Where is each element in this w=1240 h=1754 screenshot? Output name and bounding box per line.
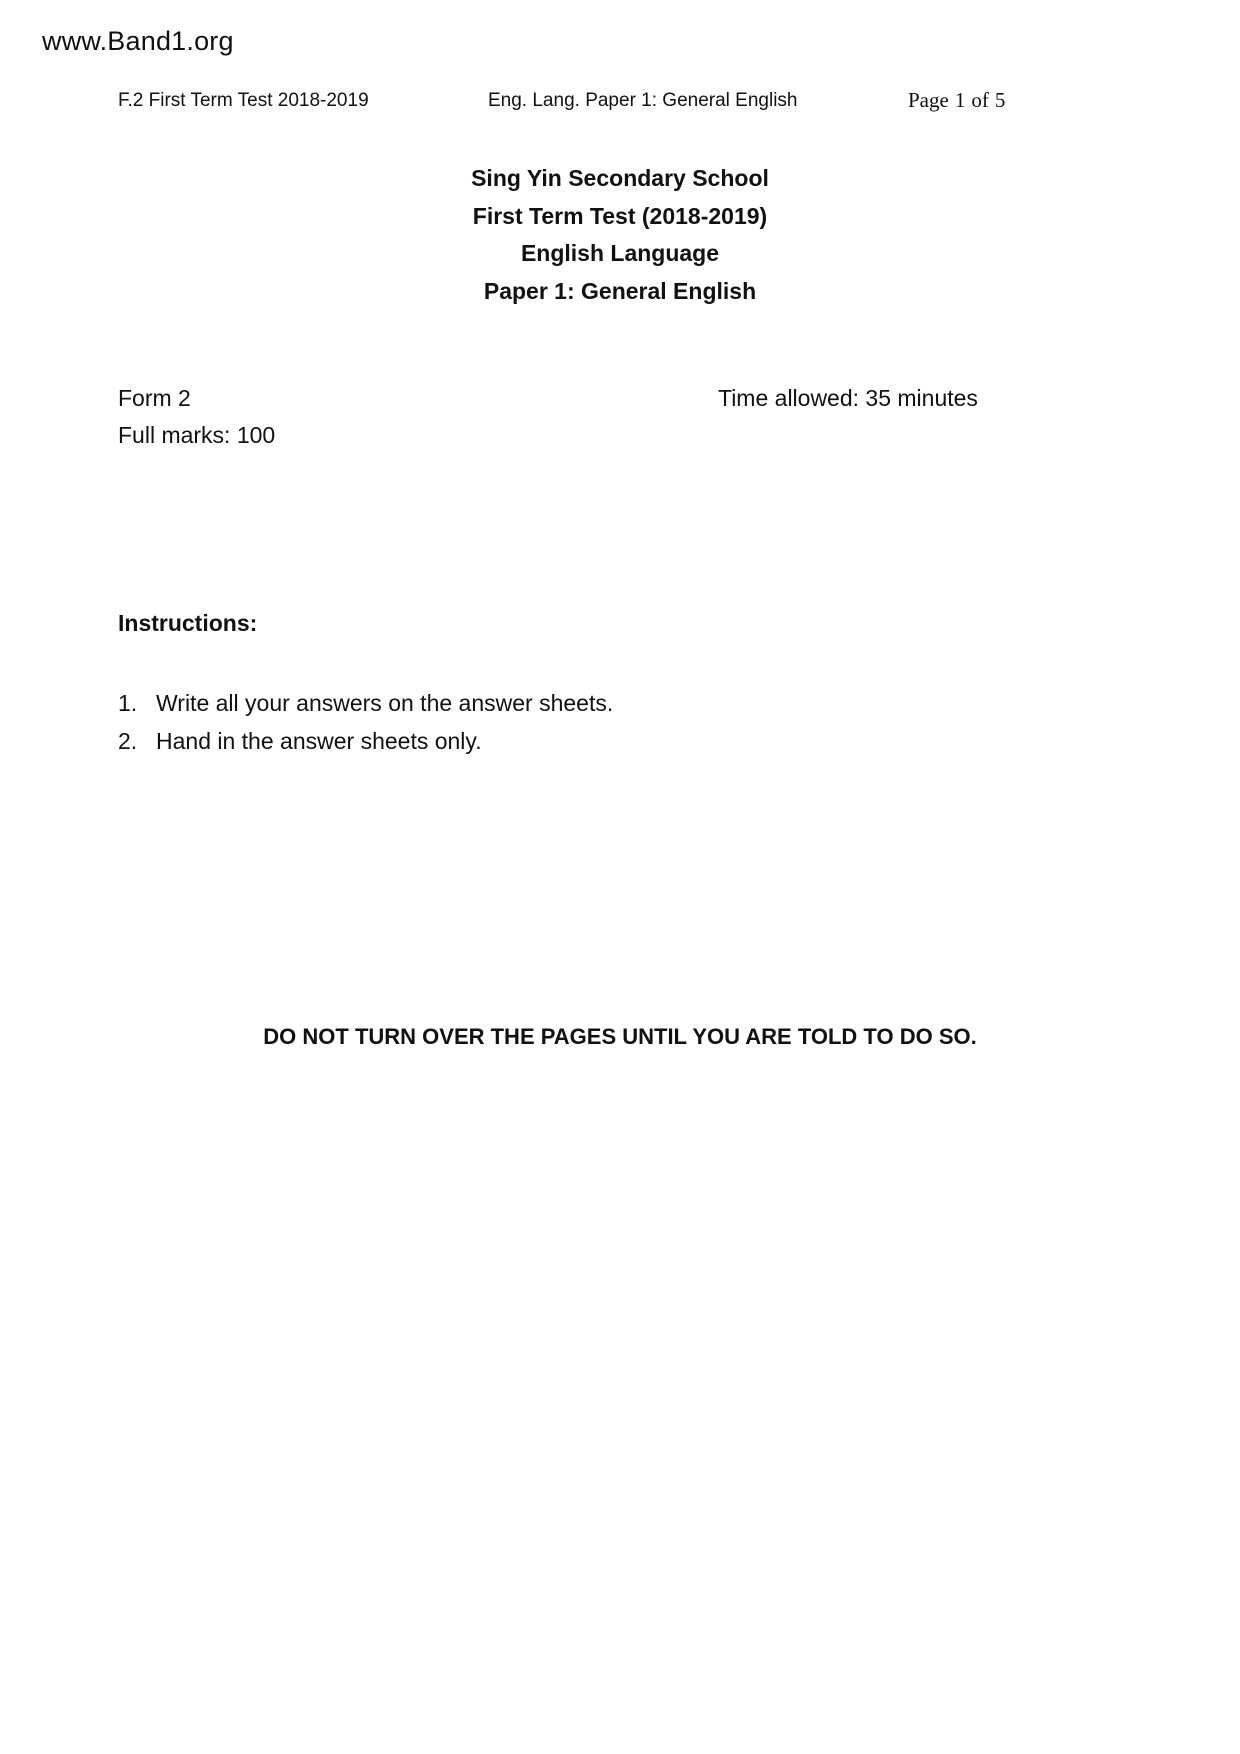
running-header-center: Eng. Lang. Paper 1: General English [488, 90, 798, 111]
subject-name: English Language [520, 240, 720, 266]
title-block [0, 160, 1240, 310]
school-name: Sing Yin Secondary School [471, 165, 769, 191]
instructions-list [118, 685, 613, 760]
page-number: 1 [954, 88, 966, 112]
page-word: Page [908, 88, 949, 112]
page-total: 5 [994, 88, 1006, 112]
instructions-heading: Instructions: [118, 610, 258, 636]
list-item-number: 2. [118, 727, 138, 754]
warning-notice: DO NOT TURN OVER THE PAGES UNTIL YOU ARE TOLD TO DO SO. [263, 1024, 977, 1049]
list-item-text: Write all your answers on the answer sheets. [156, 690, 614, 716]
test-name: First Term Test (2018-2019) [472, 202, 768, 229]
watermark-text: www.Band1.org [42, 26, 234, 56]
list-item-text: Hand in the answer sheets only. [156, 727, 482, 754]
full-marks: Full marks: 100 [118, 422, 276, 448]
page-indicator [908, 88, 1011, 113]
list-item-number: 1. [118, 690, 138, 716]
time-allowed: Time allowed: 35 minutes [718, 385, 978, 411]
list-item [118, 723, 613, 761]
paper-name: Paper 1: General English [483, 277, 757, 304]
form-label: Form 2 [118, 385, 191, 411]
of-word: of [971, 88, 989, 112]
list-item [118, 685, 613, 723]
running-header-left: F.2 First Term Test 2018-2019 [118, 90, 369, 111]
